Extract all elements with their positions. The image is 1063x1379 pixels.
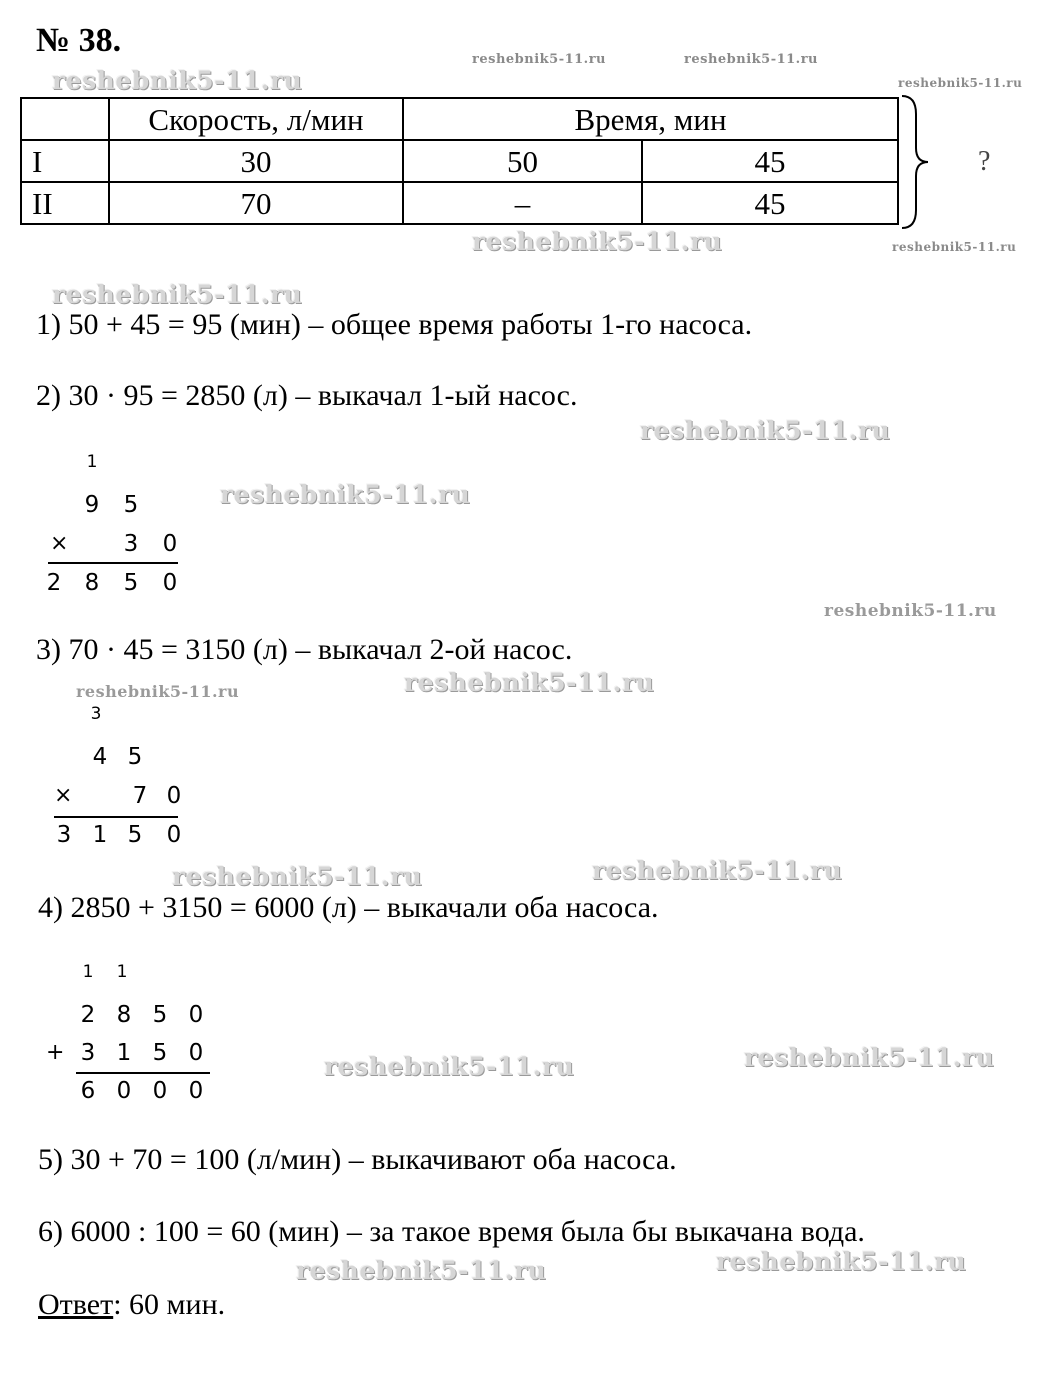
step-3: 3) 70 · 45 = 3150 (л) – выкачал 2-ой насос.	[36, 633, 573, 666]
digit: 0	[116, 1078, 132, 1104]
digit: 0	[162, 570, 178, 596]
digit: 0	[166, 822, 182, 848]
curly-brace-icon	[898, 92, 938, 232]
digit: 4	[92, 744, 108, 770]
step-5: 5) 30 + 70 = 100 (л/мин) – выкачивают оба насоса.	[38, 1143, 677, 1176]
table-header-row	[21, 98, 898, 140]
carry-digit: 1	[86, 452, 98, 472]
column-addition	[46, 962, 216, 1112]
watermark: reshebnik5-11.ru	[898, 76, 1023, 90]
digit: 5	[152, 1002, 168, 1028]
watermark: reshebnik5-11.ru	[472, 52, 607, 67]
digit: 2	[80, 1002, 96, 1028]
digit: 0	[162, 531, 178, 557]
watermark: reshebnik5-11.ru	[296, 1256, 547, 1285]
digit: 0	[166, 783, 182, 809]
digit: 0	[188, 1078, 204, 1104]
question-mark: ?	[978, 146, 991, 177]
digit: 9	[84, 492, 100, 518]
time-cell: 45	[642, 140, 898, 182]
watermark: reshebnik5-11.ru	[404, 668, 655, 697]
column-multiplication-2	[52, 704, 192, 854]
row-label: II	[21, 182, 109, 224]
plus-sign: +	[46, 1040, 65, 1065]
watermark: reshebnik5-11.ru	[684, 52, 819, 67]
result-line	[54, 816, 178, 818]
time-cell: 50	[403, 140, 642, 182]
digit: 5	[123, 492, 139, 518]
time-cell: –	[403, 182, 642, 224]
watermark: reshebnik5-11.ru	[324, 1052, 575, 1081]
result-line	[76, 1072, 210, 1074]
table-row	[21, 140, 898, 182]
answer-label: Ответ	[38, 1288, 114, 1321]
watermark: reshebnik5-11.ru	[172, 862, 423, 891]
result-line	[48, 562, 178, 564]
step-1: 1) 50 + 45 = 95 (мин) – общее время работы 1-го насоса.	[36, 308, 753, 341]
time-cell: 45	[642, 182, 898, 224]
digit: 0	[188, 1040, 204, 1066]
digit: 3	[123, 531, 139, 557]
multiply-sign: ×	[54, 783, 73, 808]
step-2: 2) 30 · 95 = 2850 (л) – выкачал 1-ый насос.	[36, 379, 578, 412]
time-header: Время, мин	[403, 98, 898, 140]
step-4: 4) 2850 + 3150 = 6000 (л) – выкачали оба насоса.	[38, 891, 659, 924]
row-label: I	[21, 140, 109, 182]
table-corner-cell	[21, 98, 109, 140]
digit: 7	[132, 783, 148, 809]
digit: 1	[116, 1040, 132, 1066]
digit: 3	[80, 1040, 96, 1066]
digit: 6	[80, 1078, 96, 1104]
problem-number: № 38.	[36, 22, 122, 59]
watermark: reshebnik5-11.ru	[52, 66, 303, 95]
step-6: 6) 6000 : 100 = 60 (мин) – за такое время была бы выкачана вода.	[38, 1215, 865, 1248]
answer	[38, 1290, 225, 1320]
speed-cell: 30	[109, 140, 403, 182]
carry-digit: 3	[90, 704, 102, 724]
watermark: reshebnik5-11.ru	[744, 1043, 995, 1072]
digit: 5	[123, 570, 139, 596]
watermark: reshebnik5-11.ru	[824, 601, 997, 621]
watermark: reshebnik5-11.ru	[52, 280, 303, 309]
answer-value: : 60 мин.	[113, 1288, 226, 1321]
carry-digit: 1	[116, 962, 128, 982]
digit: 5	[152, 1040, 168, 1066]
watermark: reshebnik5-11.ru	[640, 416, 891, 445]
digit: 1	[92, 822, 108, 848]
digit: 3	[56, 822, 72, 848]
digit: 0	[188, 1002, 204, 1028]
digit: 5	[127, 744, 143, 770]
digit: 0	[152, 1078, 168, 1104]
watermark: reshebnik5-11.ru	[716, 1247, 967, 1276]
watermark: reshebnik5-11.ru	[472, 227, 723, 256]
digit: 8	[84, 570, 100, 596]
watermark: reshebnik5-11.ru	[220, 480, 471, 509]
digit: 2	[46, 570, 62, 596]
pump-table	[20, 97, 899, 225]
watermark: reshebnik5-11.ru	[592, 856, 843, 885]
table-row	[21, 182, 898, 224]
carry-digit: 1	[82, 962, 94, 982]
digit: 5	[127, 822, 143, 848]
speed-cell: 70	[109, 182, 403, 224]
column-multiplication-1	[48, 452, 188, 602]
multiply-sign: ×	[50, 531, 69, 556]
watermark: reshebnik5-11.ru	[892, 240, 1017, 254]
watermark: reshebnik5-11.ru	[76, 682, 240, 701]
digit: 8	[116, 1002, 132, 1028]
speed-header: Скорость, л/мин	[109, 98, 403, 140]
